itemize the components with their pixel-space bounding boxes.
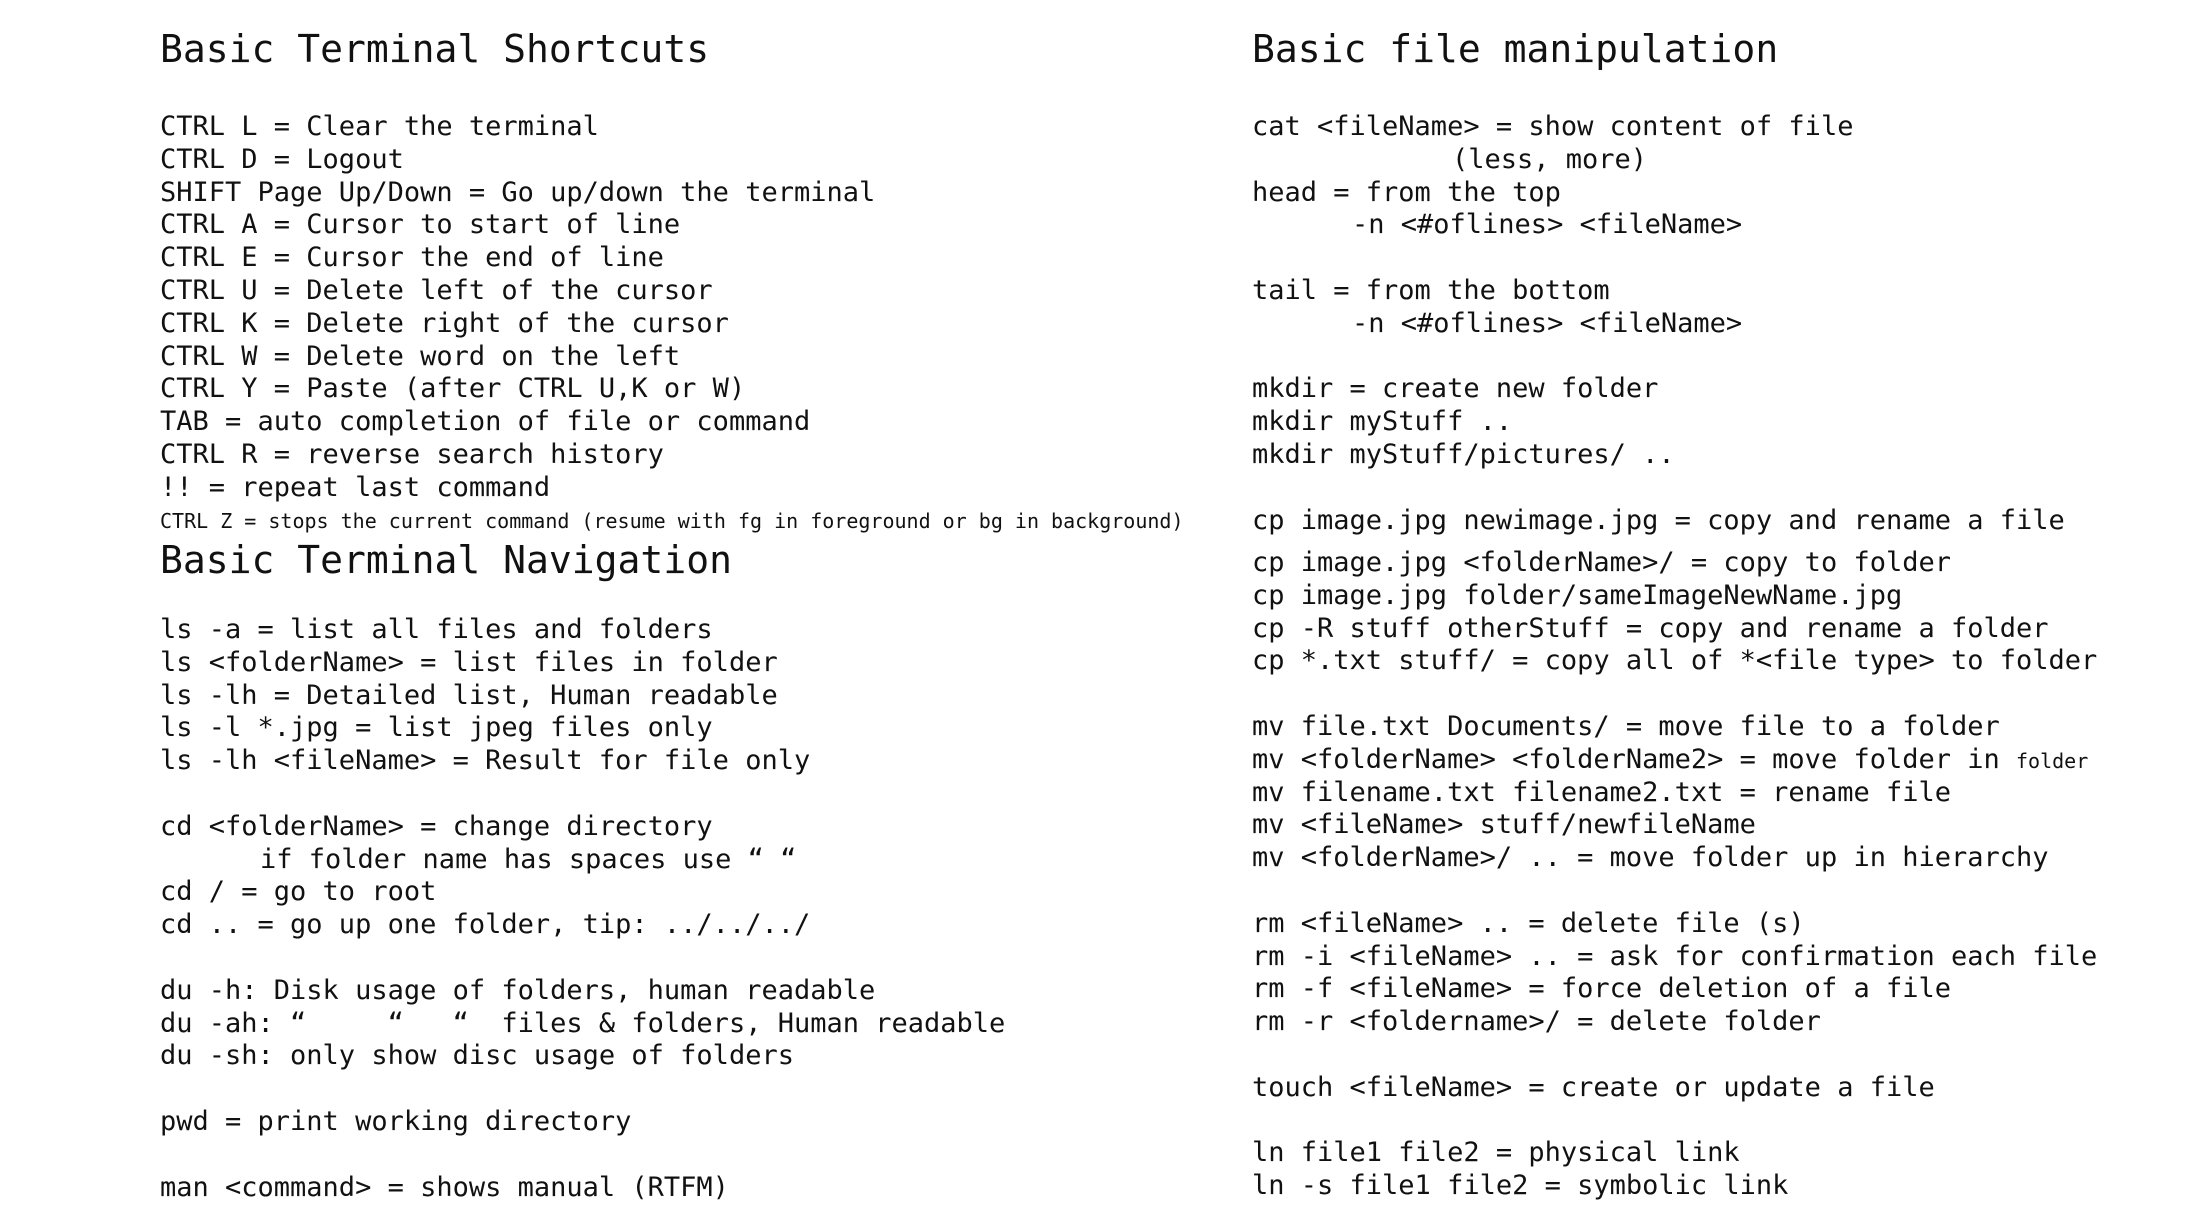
file-block-2 — [1252, 547, 2097, 1203]
mv-folder-tail: folder — [2016, 748, 2089, 773]
navigation-blank — [160, 778, 1005, 811]
file-line: rm -r <foldername>/ = delete folder — [1252, 1006, 1821, 1038]
file-line: mv <fileName> stuff/newfileName — [1252, 809, 1756, 841]
shortcut-line: TAB = auto completion of file or command — [160, 406, 811, 438]
navigation-line: man <command> = shows manual (RTFM) — [160, 1171, 729, 1203]
navigation-blank — [160, 942, 1005, 975]
shortcut-line: CTRL L = Clear the terminal — [160, 111, 599, 142]
file-line: mv file.txt Documents/ = move file to a folder — [1252, 710, 2000, 742]
mv-folder-text: mv <folderName> <folderName2> = move folder in — [1252, 743, 2017, 775]
file-line: cat <fileName> = show content of file — [1252, 111, 1854, 142]
shortcut-line: CTRL D = Logout — [160, 143, 404, 175]
navigation-title: Basic Terminal Navigation — [160, 538, 732, 582]
shortcuts-title: Basic Terminal Shortcuts — [160, 27, 710, 71]
shortcut-line: CTRL A = Cursor to start of line — [160, 209, 681, 241]
shortcut-line: CTRL Y = Paste (after CTRL U,K or W) — [160, 373, 746, 405]
navigation-line: du -ah: “ “ “ files & folders, Human readable — [160, 1007, 1006, 1039]
file-line: mv <folderName>/ .. = move folder up in hierarchy — [1252, 842, 2049, 874]
file-line: ln file1 file2 = physical link — [1252, 1137, 1740, 1169]
shortcut-line: CTRL U = Delete left of the cursor — [160, 274, 713, 306]
file-line: cp -R stuff otherStuff = copy and rename a folder — [1252, 612, 2049, 644]
file-blank — [1252, 472, 2065, 505]
file-line — [1252, 744, 2097, 777]
shortcut-line: !! = repeat last command — [160, 471, 551, 503]
file-blank — [1252, 1039, 2097, 1072]
file-line: mkdir = create new folder — [1252, 373, 1659, 405]
navigation-list — [160, 614, 1005, 1204]
file-line: rm -i <fileName> .. = ask for confirmation each file — [1252, 940, 2098, 972]
file-line: head = from the top — [1252, 176, 1561, 208]
navigation-line: du -sh: only show disc usage of folders — [160, 1040, 794, 1072]
shortcut-line: CTRL R = reverse search history — [160, 438, 664, 470]
navigation-blank — [160, 1073, 1005, 1106]
navigation-blank — [160, 1139, 1005, 1172]
navigation-line: ls -a = list all files and folders — [160, 614, 713, 645]
file-line: rm -f <fileName> = force deletion of a file — [1252, 973, 1951, 1005]
shortcut-note: CTRL Z = stops the current command (resume with fg in foreground or bg in background) — [160, 508, 1184, 533]
navigation-line: cd <folderName> = change directory — [160, 810, 713, 842]
file-line: cp image.jpg folder/sameImageNewName.jpg — [1252, 579, 1903, 611]
navigation-line: ls <folderName> = list files in folder — [160, 646, 778, 678]
navigation-line: du -h: Disk usage of folders, human readable — [160, 974, 876, 1006]
file-line: tail = from the bottom — [1252, 274, 1610, 306]
file-blank — [1252, 1105, 2097, 1138]
navigation-line: cd .. = go up one folder, tip: ../../../ — [160, 909, 811, 941]
file-line: cp image.jpg newimage.jpg = copy and rename a file — [1252, 504, 2065, 536]
navigation-line: pwd = print working directory — [160, 1105, 632, 1137]
file-line: cp image.jpg <folderName>/ = copy to folder — [1252, 547, 1951, 578]
navigation-line: ls -lh <fileName> = Result for file only — [160, 745, 811, 777]
file-line: -n <#oflines> <fileName> — [1352, 307, 1743, 339]
file-line: mkdir myStuff/pictures/ .. — [1252, 438, 1675, 470]
file-line: -n <#oflines> <fileName> — [1352, 209, 1743, 241]
shortcut-line: CTRL K = Delete right of the cursor — [160, 307, 729, 339]
shortcut-line: SHIFT Page Up/Down = Go up/down the terminal — [160, 176, 876, 208]
shortcuts-list — [160, 111, 1184, 537]
file-line: touch <fileName> = create or update a file — [1252, 1071, 1935, 1103]
file-block-1 — [1252, 111, 2065, 537]
file-line: ln -s file1 file2 = symbolic link — [1252, 1170, 1789, 1202]
shortcut-line: CTRL W = Delete word on the left — [160, 340, 681, 372]
file-line: (less, more) — [1452, 143, 1648, 175]
file-blank — [1252, 341, 2065, 374]
file-line: mv filename.txt filename2.txt = rename file — [1252, 776, 1951, 808]
file-line: mkdir myStuff .. — [1252, 406, 1513, 438]
file-line: rm <fileName> .. = delete file (s) — [1252, 907, 1805, 939]
file-blank — [1252, 875, 2097, 908]
file-manipulation-title: Basic file manipulation — [1252, 27, 1779, 71]
file-blank — [1252, 242, 2065, 275]
file-blank — [1252, 678, 2097, 711]
navigation-line: if folder name has spaces use “ “ — [260, 843, 797, 875]
file-line: cp *.txt stuff/ = copy all of *<file type> to folder — [1252, 645, 2098, 677]
navigation-line: ls -lh = Detailed list, Human readable — [160, 679, 778, 711]
navigation-line: ls -l *.jpg = list jpeg files only — [160, 712, 713, 744]
shortcut-line: CTRL E = Cursor the end of line — [160, 242, 664, 274]
navigation-line: cd / = go to root — [160, 876, 437, 908]
